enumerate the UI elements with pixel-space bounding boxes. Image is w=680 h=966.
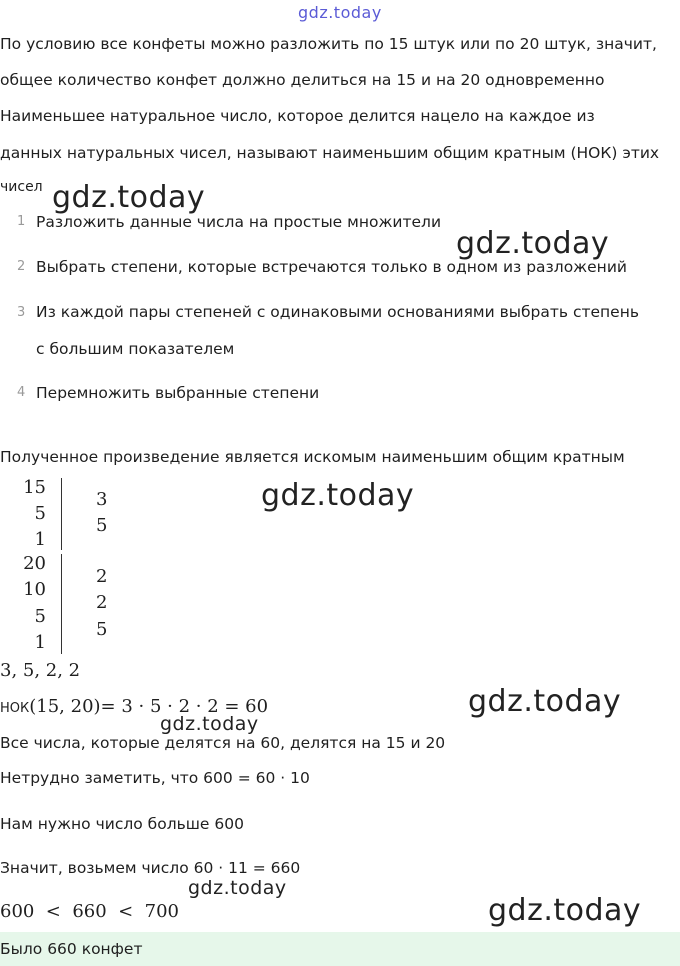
factor-left-5: 5	[34, 503, 46, 524]
result-line: Полученное произведение является искомым наименьшим общим кратным	[0, 448, 625, 466]
paragraph-line-4: данных натуральных чисел, называют наименьшим общим кратным (НОК) этих	[0, 144, 660, 162]
step-number-2: 2	[17, 259, 26, 274]
factor-right-2b: 2	[96, 592, 108, 613]
watermark-6: gdz.today	[188, 877, 287, 899]
factor-right-3: 3	[96, 489, 108, 510]
step-number-1: 1	[17, 214, 26, 229]
factor-divider-2	[61, 554, 62, 654]
watermark-1: gdz.today	[52, 180, 206, 215]
watermark-2: gdz.today	[456, 226, 610, 261]
watermark-4: gdz.today	[468, 684, 622, 719]
step-number-4: 4	[17, 385, 26, 400]
factor-left-1: 1	[34, 529, 46, 550]
step-text-3: Из каждой пары степеней с одинаковыми основаниями выбрать степень	[36, 303, 639, 321]
factor-left-1b: 1	[34, 632, 46, 653]
factor-divider-1	[61, 478, 62, 550]
factor-left-20: 20	[23, 553, 46, 574]
answer-box	[0, 932, 680, 966]
paragraph-line-5: чисел	[0, 179, 43, 195]
step-number-3: 3	[17, 305, 26, 320]
step-text-2: Выбрать степени, которые встречаются только в одном из разложений	[36, 258, 627, 276]
factor-left-10: 10	[23, 579, 46, 600]
watermark-5: gdz.today	[160, 713, 259, 735]
watermark-top: gdz.today	[298, 3, 382, 22]
watermark-7: gdz.today	[488, 893, 642, 928]
factor-left-5b: 5	[34, 606, 46, 627]
watermark-3: gdz.today	[261, 478, 415, 513]
notice-line: Нетрудно заметить, что 600 = 60 · 10	[0, 769, 310, 787]
paragraph-line-2: общее количество конфет должно делиться на 15 и на 20 одновременно	[0, 71, 605, 89]
factor-right-5b: 5	[96, 619, 108, 640]
take-line: Значит, возьмем число 60 · 11 = 660	[0, 859, 301, 877]
divisible-line: Все числа, которые делятся на 60, делятся на 15 и 20	[0, 734, 446, 752]
factor-right-5: 5	[96, 515, 108, 536]
inequality-line: 600 < 660 < 700	[0, 901, 180, 922]
answer-text: Было 660 конфет	[0, 940, 143, 958]
selected-factors: 3, 5, 2, 2	[0, 660, 81, 681]
step-text-1: Разложить данные числа на простые множители	[36, 213, 442, 231]
nok-formula: (15, 20)= 3 · 5 · 2 · 2 = 60	[29, 696, 269, 717]
step-text-3-cont: с большим показателем	[36, 340, 235, 358]
nok-label: НОК	[0, 701, 30, 716]
factor-right-2: 2	[96, 566, 108, 587]
factor-left-15: 15	[23, 477, 46, 498]
paragraph-line-3: Наименьшее натуральное число, которое делится нацело на каждое из	[0, 107, 595, 125]
step-text-4: Перемножить выбранные степени	[36, 384, 320, 402]
paragraph-line-1: По условию все конфеты можно разложить по 15 штук или по 20 штук, значит,	[0, 35, 657, 53]
need-line: Нам нужно число больше 600	[0, 815, 244, 833]
